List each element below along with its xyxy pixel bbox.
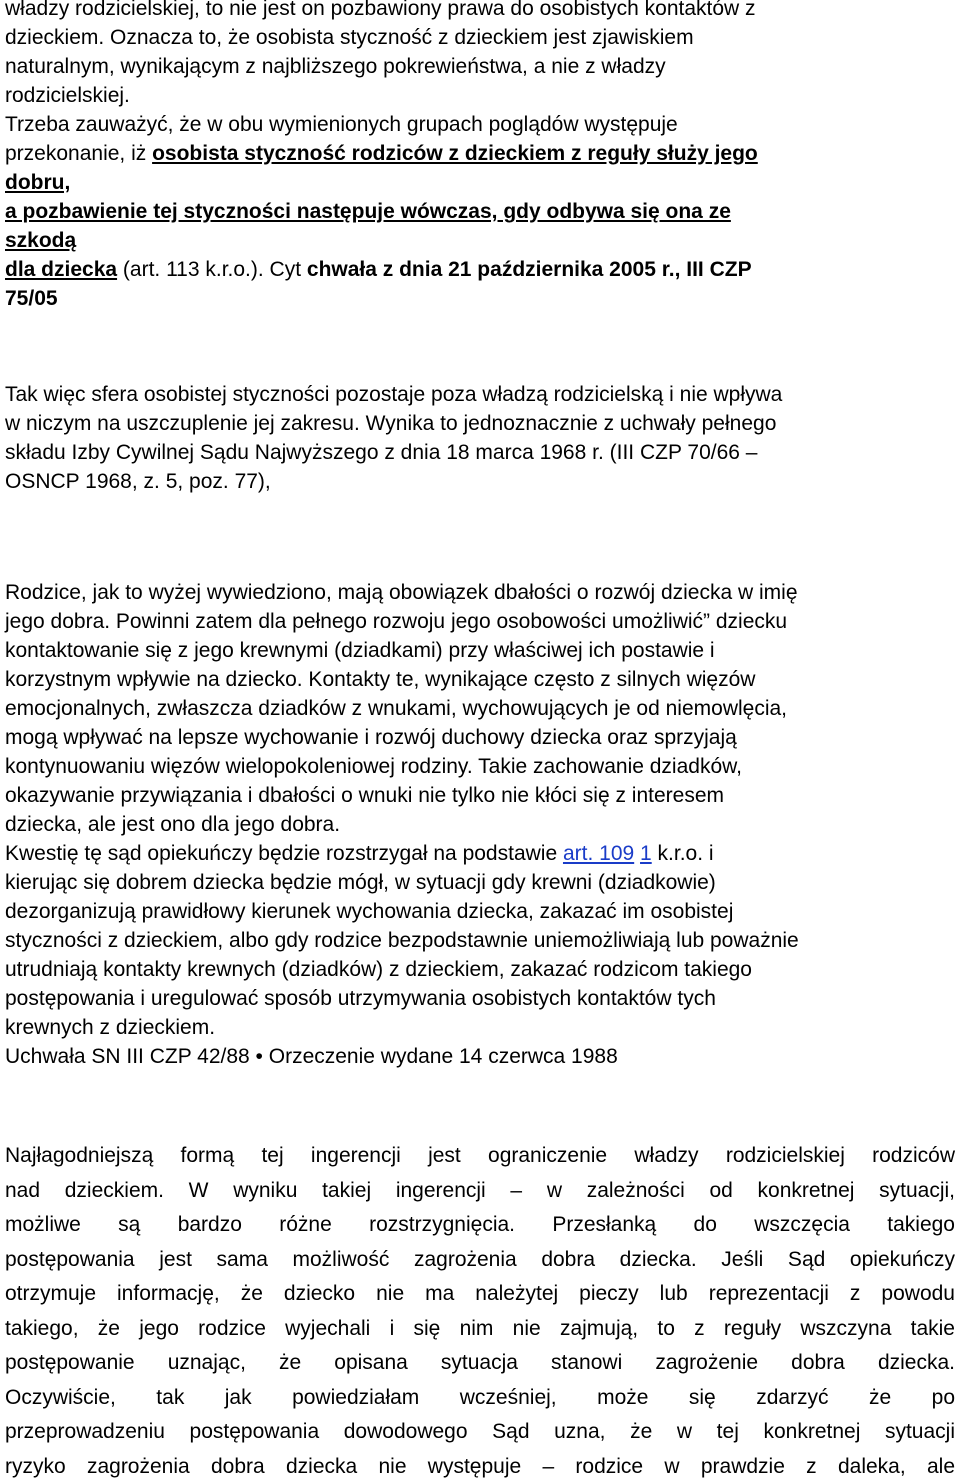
case-number: , III CZP	[675, 258, 752, 281]
text-line: w niczym na uszczuplenie jej zakresu. Wynika to jednoznacznie z uchwały pełnego	[5, 409, 955, 438]
paragraph-views-summary	[5, 110, 955, 313]
text-line	[5, 139, 955, 168]
text-line: Oczywiście, tak jak powiedziałam wcześniej, może się zdarzyć że po	[5, 1381, 955, 1416]
text-line: przeprowadzeniu postępowania dowodowego Sąd uzna, że w tej konkretnej sytuacji	[5, 1415, 955, 1450]
resolution-reference: chwała z dnia 21 października 2005 r.	[307, 258, 675, 281]
text-line: dziecka, ale jest ono dla jego dobra.	[5, 810, 955, 839]
text-line: postępowania jest sama możliwość zagrożenia dobra dziecka. Jeśli Sąd opiekuńczy	[5, 1243, 955, 1278]
emphasized-text: osobista styczność rodziców z dzieckiem z reguły służy jego	[152, 142, 758, 165]
plain-text: k.r.o. i	[652, 842, 714, 865]
text-line: krewnych z dzieckiem.	[5, 1013, 955, 1042]
paragraph-contact-rights	[5, 0, 955, 110]
paragraph-limitation	[5, 1139, 955, 1484]
text-line: styczności z dzieckiem, albo gdy rodzice bezpodstawnie uniemożliwiają lub poważnie	[5, 926, 955, 955]
plain-text: Kwestię tę sąd opiekuńczy będzie rozstrzygał na podstawie	[5, 842, 563, 865]
text-line: korzystnym wpływie na dziecko. Kontakty te, wynikające często z silnych więzów	[5, 665, 955, 694]
text-line: kontaktowanie się z jego krewnymi (dziadkami) przy właściwej ich postawie i	[5, 636, 955, 665]
case-number: 75/05	[5, 284, 955, 313]
emphasized-text: dla dziecka	[5, 258, 117, 281]
text-line: utrudniają kontakty krewnych (dziadków) z dzieckiem, zakazać rodzicom takiego	[5, 955, 955, 984]
emphasized-text: a pozbawienie tej styczności następuje wówczas, gdy odbywa się ona ze	[5, 197, 955, 226]
text-line: takiego, że jego rodzice wyjechali i się nim nie zajmują, to z reguły wszczyna takie	[5, 1312, 955, 1347]
text-line: rodzicielskiej.	[5, 81, 955, 110]
text-line: dzieckiem. Oznacza to, że osobista styczność z dzieckiem jest zjawiskiem	[5, 23, 955, 52]
text-line: możliwe są bardzo różne rozstrzygnięcia. Przesłanką do wszczęcia takiego	[5, 1208, 955, 1243]
paragraph-link[interactable]: 1	[640, 842, 652, 865]
text-line: emocjonalnych, zwłaszcza dziadków z wnukami, wychowujących je od niemowlęcia,	[5, 694, 955, 723]
text-line: władzy rodzicielskiej, to nie jest on pozbawiony prawa do osobistych kontaktów z	[5, 0, 955, 23]
text-line: postępowanie uznając, że opisana sytuacja stanowi zagrożenie dobra dziecka.	[5, 1346, 955, 1381]
paragraph-parents-duty	[5, 578, 955, 1071]
text-line: Trzeba zauważyć, że w obu wymienionych grupach poglądów występuje	[5, 110, 955, 139]
text-line: Najłagodniejszą formą tej ingerencji jest ograniczenie władzy rodzicielskiej rodziców	[5, 1139, 955, 1174]
text-line: nad dzieckiem. W wyniku takiej ingerencji – w zależności od konkretnej sytuacji,	[5, 1174, 955, 1209]
text-line: otrzymuje informację, że dziecko nie ma należytej pieczy lub reprezentacji z powodu	[5, 1277, 955, 1312]
text-line: ryzyko zagrożenia dobra dziecka nie występuje – rodzice w prawdzie z daleka, ale	[5, 1450, 955, 1484]
text-line: kontynuowaniu więzów wielopokoleniowej rodziny. Takie zachowanie dziadków,	[5, 752, 955, 781]
text-line: jego dobra. Powinni zatem dla pełnego rozwoju jego osobowości umożliwić” dziecku	[5, 607, 955, 636]
text-line: składu Izby Cywilnej Sądu Najwyższego z dnia 18 marca 1968 r. (III CZP 70/66 –	[5, 438, 955, 467]
text-line	[5, 255, 955, 284]
text-line	[5, 839, 955, 868]
document-page	[5, 0, 955, 1484]
emphasized-text: szkodą	[5, 226, 955, 255]
text-line: OSNCP 1968, z. 5, poz. 77),	[5, 467, 955, 496]
article-link[interactable]: art. 109	[563, 842, 634, 865]
text-line: postępowania i uregulować sposób utrzymywania osobistych kontaktów tych	[5, 984, 955, 1013]
plain-text: przekonanie, iż	[5, 142, 152, 165]
text-line: okazywanie przywiązania i dbałości o wnuki nie tylko nie kłóci się z interesem	[5, 781, 955, 810]
text-line: naturalnym, wynikającym z najbliższego pokrewieństwa, a nie z władzy	[5, 52, 955, 81]
emphasized-text: dobru,	[5, 168, 955, 197]
paragraph-personal-contact	[5, 380, 955, 496]
text-line: Rodzice, jak to wyżej wywiedziono, mają obowiązek dbałości o rozwój dziecka w imię	[5, 578, 955, 607]
resolution-citation: Uchwała SN III CZP 42/88 • Orzeczenie wydane 14 czerwca 1988	[5, 1042, 955, 1071]
text-line: Tak więc sfera osobistej styczności pozostaje poza władzą rodzicielską i nie wpływa	[5, 380, 955, 409]
plain-text: (art. 113 k.r.o.). Cyt	[117, 258, 307, 281]
text-line: mogą wpływać na lepsze wychowanie i rozwój duchowy dziecka oraz sprzyjają	[5, 723, 955, 752]
text-line: dezorganizują prawidłowy kierunek wychowania dziecka, zakazać im osobistej	[5, 897, 955, 926]
text-line: kierując się dobrem dziecka będzie mógł, w sytuacji gdy krewni (dziadkowie)	[5, 868, 955, 897]
